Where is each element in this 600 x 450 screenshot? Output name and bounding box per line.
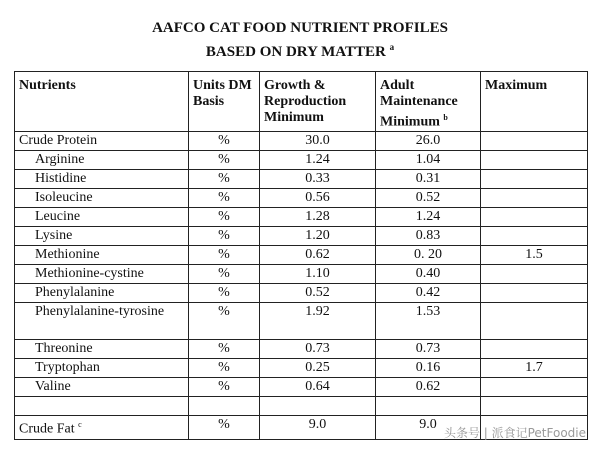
- adult-value: 1.53: [376, 303, 481, 340]
- table-row: [15, 265, 588, 284]
- maximum-value: [481, 189, 588, 208]
- growth-value: 30.0: [260, 132, 376, 151]
- nutrient-name: Arginine: [15, 151, 189, 170]
- empty-cell: [376, 397, 481, 416]
- table-body: [15, 132, 588, 440]
- page-title: AAFCO CAT FOOD NUTRIENT PROFILES: [152, 20, 448, 36]
- unit-cell: %: [189, 359, 260, 378]
- growth-value: 9.0: [260, 416, 376, 440]
- table-row: [15, 378, 588, 397]
- growth-value: 0.62: [260, 246, 376, 265]
- watermark: 头条号 | 派食记PetFoodie: [443, 426, 586, 440]
- adult-value: 9.0: [376, 416, 481, 440]
- empty-cell: [260, 397, 376, 416]
- nutrient-name: [15, 416, 189, 440]
- adult-value: 0.52: [376, 189, 481, 208]
- empty-cell: [15, 397, 189, 416]
- adult-value: 0.73: [376, 340, 481, 359]
- unit-cell: %: [189, 227, 260, 246]
- growth-value: 1.28: [260, 208, 376, 227]
- table-row: [15, 303, 588, 340]
- unit-cell: %: [189, 246, 260, 265]
- nutrient-table: [14, 71, 588, 440]
- nutrient-name: Lysine: [15, 227, 189, 246]
- nutrient-name: Valine: [15, 378, 189, 397]
- table-row: [15, 170, 588, 189]
- header-adult-text: Adult Maintenance Minimum: [380, 78, 458, 130]
- table-row: [15, 189, 588, 208]
- nutrient-name: Isoleucine: [15, 189, 189, 208]
- growth-value: 1.24: [260, 151, 376, 170]
- growth-value: 0.56: [260, 189, 376, 208]
- table-row: [15, 284, 588, 303]
- maximum-value: [481, 284, 588, 303]
- nutrient-name: Methionine-cystine: [15, 265, 189, 284]
- unit-cell: %: [189, 170, 260, 189]
- growth-value: 0.25: [260, 359, 376, 378]
- nutrient-name: Phenylalanine-tyrosine: [15, 303, 189, 340]
- adult-value: 0.31: [376, 170, 481, 189]
- table-row: [15, 151, 588, 170]
- maximum-value: [481, 227, 588, 246]
- adult-value: 0.62: [376, 378, 481, 397]
- maximum-value: [481, 265, 588, 284]
- header-row: [15, 72, 588, 132]
- adult-value: 0. 20: [376, 246, 481, 265]
- nutrient-name: Crude Protein: [15, 132, 189, 151]
- page-subtitle: [0, 38, 600, 61]
- growth-value: 0.64: [260, 378, 376, 397]
- unit-cell: %: [189, 378, 260, 397]
- growth-value: 1.20: [260, 227, 376, 246]
- adult-value: 0.42: [376, 284, 481, 303]
- growth-value: 0.73: [260, 340, 376, 359]
- maximum-value: [481, 208, 588, 227]
- header-maximum: Maximum: [481, 72, 588, 132]
- adult-value: 0.16: [376, 359, 481, 378]
- unit-cell: %: [189, 132, 260, 151]
- header-adult-footnote-mark: b: [443, 113, 448, 122]
- maximum-value: [481, 170, 588, 189]
- growth-value: 0.33: [260, 170, 376, 189]
- nutrient-name: Phenylalanine: [15, 284, 189, 303]
- adult-value: 1.24: [376, 208, 481, 227]
- adult-value: 1.04: [376, 151, 481, 170]
- growth-value: 1.92: [260, 303, 376, 340]
- unit-cell: %: [189, 303, 260, 340]
- nutrient-name: Threonine: [15, 340, 189, 359]
- empty-cell: [481, 397, 588, 416]
- unit-cell: %: [189, 189, 260, 208]
- table-row: [15, 132, 588, 151]
- adult-value: 0.40: [376, 265, 481, 284]
- maximum-value: [481, 303, 588, 340]
- nutrient-name: Tryptophan: [15, 359, 189, 378]
- maximum-value: [481, 151, 588, 170]
- crude-fat-footnote-mark: c: [78, 420, 82, 429]
- table-row: [15, 227, 588, 246]
- header-adult: [376, 72, 481, 132]
- table-row: [15, 340, 588, 359]
- subtitle-text: BASED ON DRY MATTER: [205, 44, 386, 60]
- unit-cell: %: [189, 416, 260, 440]
- unit-cell: %: [189, 284, 260, 303]
- nutrient-name: Histidine: [15, 170, 189, 189]
- adult-value: 0.83: [376, 227, 481, 246]
- header-growth: Growth & Reproduction Minimum: [260, 72, 376, 132]
- spacer-row: [15, 397, 588, 416]
- nutrient-name: Leucine: [15, 208, 189, 227]
- maximum-value: [481, 378, 588, 397]
- maximum-value: 1.7: [481, 359, 588, 378]
- nutrient-name: Methionine: [15, 246, 189, 265]
- unit-cell: %: [189, 340, 260, 359]
- unit-cell: %: [189, 208, 260, 227]
- adult-value: 26.0: [376, 132, 481, 151]
- unit-cell: %: [189, 151, 260, 170]
- growth-value: 1.10: [260, 265, 376, 284]
- maximum-value: [481, 340, 588, 359]
- growth-value: 0.52: [260, 284, 376, 303]
- maximum-value: [481, 132, 588, 151]
- empty-cell: [189, 397, 260, 416]
- table-row: [15, 246, 588, 265]
- header-units: Units DM Basis: [189, 72, 260, 132]
- table-row: [15, 208, 588, 227]
- unit-cell: %: [189, 265, 260, 284]
- crude-fat-label: Crude Fat: [19, 421, 75, 437]
- subtitle-footnote-mark: a: [389, 42, 395, 52]
- table-row: [15, 359, 588, 378]
- header-nutrients: Nutrients: [15, 72, 189, 132]
- maximum-value: 1.5: [481, 246, 588, 265]
